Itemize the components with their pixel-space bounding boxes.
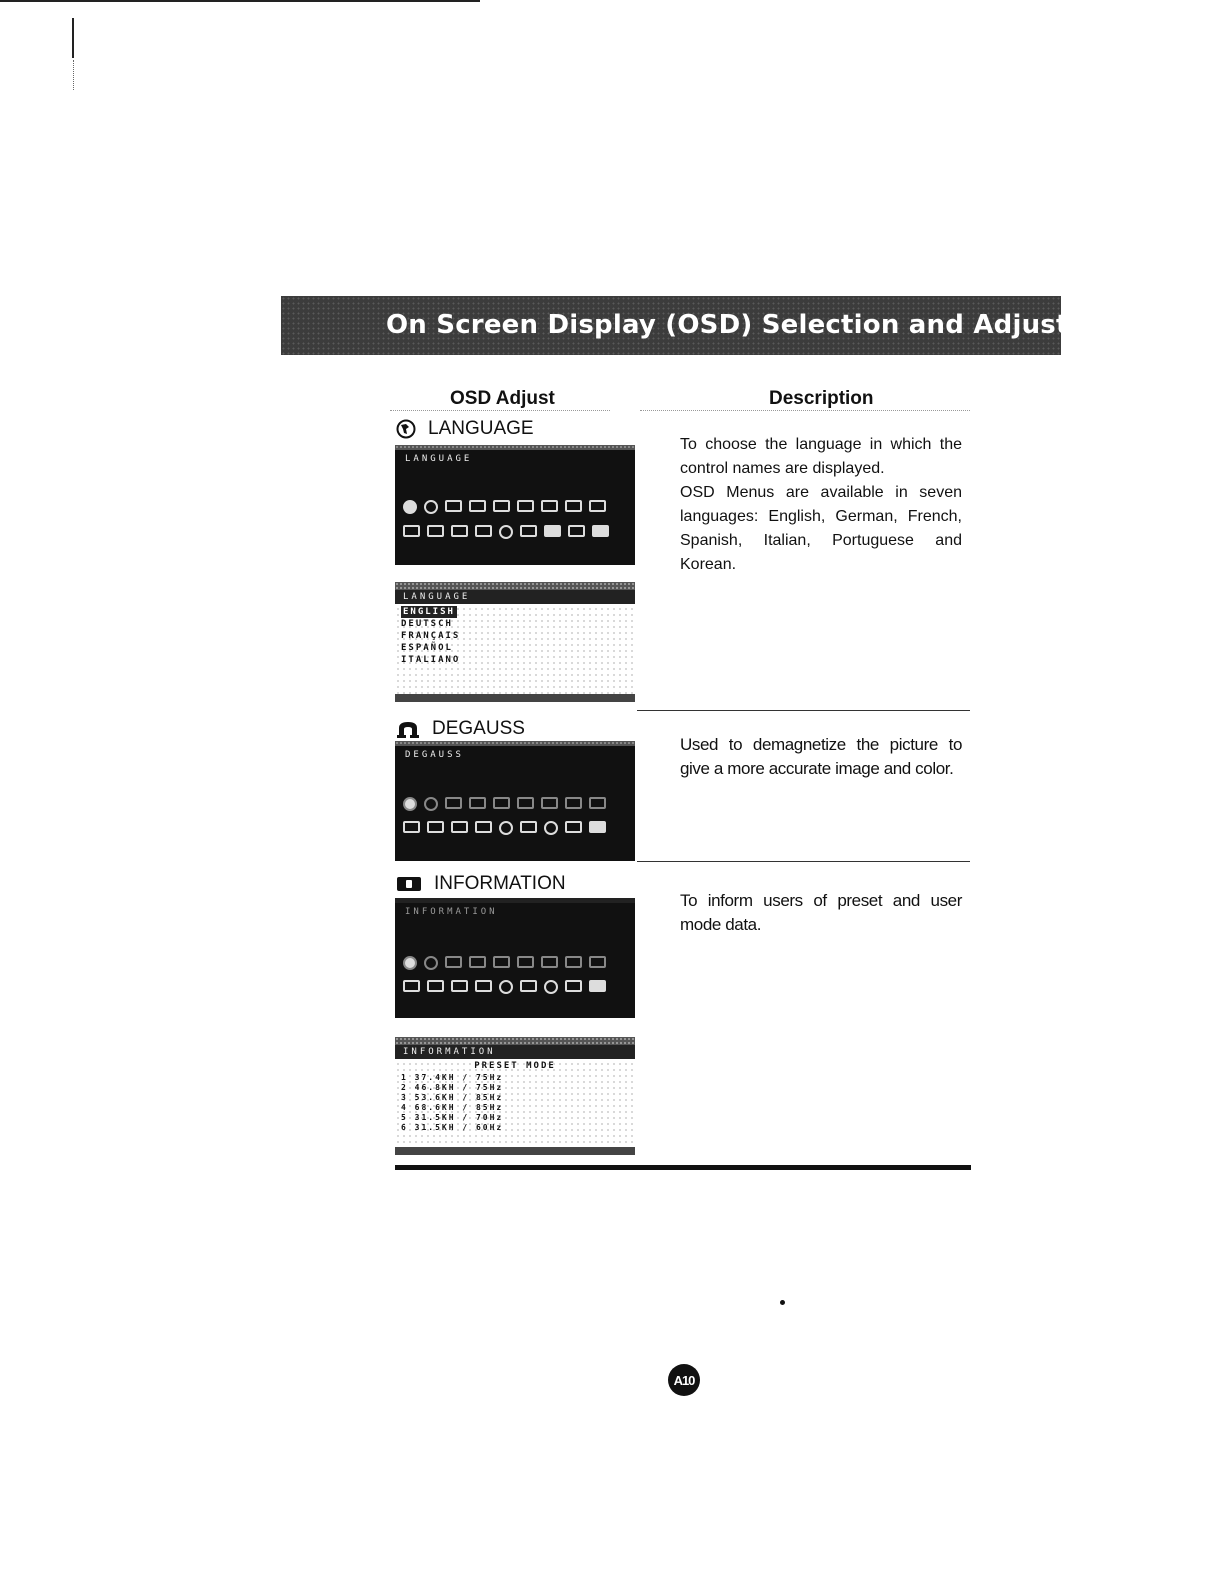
degauss-heading <box>396 718 525 740</box>
osd-menu-title: INFORMATION <box>405 907 498 917</box>
section-divider <box>637 710 970 711</box>
language-options-list <box>395 582 635 702</box>
language-option-selected[interactable]: ENGLISH <box>403 607 455 617</box>
information-description <box>680 889 962 937</box>
osd-icon-row-1 <box>403 500 606 514</box>
info-box-icon <box>396 876 422 892</box>
banner-title: On Screen Display (OSD) Selection and Adjustment <box>386 310 1146 340</box>
information-label: INFORMATION <box>434 873 566 894</box>
list-title: INFORMATION <box>395 1045 635 1059</box>
header-dotted-rule-left <box>390 410 610 411</box>
bottom-rule <box>395 1165 971 1170</box>
preset-row: 6 31.5KH / 60Hz <box>401 1123 504 1132</box>
preset-row: 4 68.6KH / 85Hz <box>401 1103 504 1112</box>
list-title: LANGUAGE <box>395 590 635 604</box>
osd-menu-title: DEGAUSS <box>405 750 464 760</box>
information-heading <box>396 873 566 895</box>
preset-row: 2 46.8KH / 75Hz <box>401 1083 504 1092</box>
language-option[interactable]: ESPAÑOL <box>401 643 453 653</box>
degauss-osd-menu <box>395 741 635 861</box>
binding-mark <box>72 18 74 58</box>
degauss-description <box>680 733 962 781</box>
language-option[interactable]: ITALIANO <box>401 655 461 665</box>
language-heading <box>396 418 534 440</box>
section-banner <box>281 296 1146 355</box>
section-divider <box>637 861 970 862</box>
degauss-label: DEGAUSS <box>432 718 525 739</box>
magnet-icon <box>396 720 420 738</box>
preset-row: 5 31.5KH / 70Hz <box>401 1113 504 1122</box>
page-number-badge: A10 <box>668 1364 700 1396</box>
information-osd-menu <box>395 898 635 1018</box>
column-header-description: Description <box>769 388 874 409</box>
header-dotted-rule-right <box>640 410 970 411</box>
column-header-osd-adjust: OSD Adjust <box>450 388 555 409</box>
language-description <box>680 433 962 577</box>
information-preset-list <box>395 1037 635 1155</box>
language-osd-menu <box>395 445 635 565</box>
osd-icon-row-2 <box>403 821 606 835</box>
top-edge-line <box>0 0 480 2</box>
language-description-p1: To choose the language in which the control names are displayed. <box>680 436 962 477</box>
language-option[interactable]: DEUTSCH <box>401 619 453 629</box>
osd-icon-row-2 <box>403 980 606 994</box>
osd-icon-row-1 <box>403 956 606 970</box>
language-description-p2: OSD Menus are available in seven languages: English, German, French, Spanish, Italian, Portuguese and Korean. <box>680 484 962 573</box>
preset-mode-title: PRESET MODE <box>474 1061 556 1071</box>
binding-dots <box>73 60 75 90</box>
stray-dot <box>780 1300 785 1305</box>
osd-icon-row-1 <box>403 797 606 811</box>
language-option[interactable]: FRANÇAIS <box>401 631 461 641</box>
osd-menu-title: LANGUAGE <box>405 454 473 464</box>
language-label: LANGUAGE <box>428 418 534 439</box>
osd-icon-row-2 <box>403 525 609 539</box>
globe-icon <box>396 419 416 439</box>
information-description-text: To inform users of preset and user mode data. <box>680 891 962 934</box>
preset-row: 1 37.4KH / 75Hz <box>401 1073 504 1082</box>
preset-row: 3 53.6KH / 85Hz <box>401 1093 504 1102</box>
degauss-description-text: Used to demagnetize the picture to give a more accurate image and color. <box>680 735 962 778</box>
